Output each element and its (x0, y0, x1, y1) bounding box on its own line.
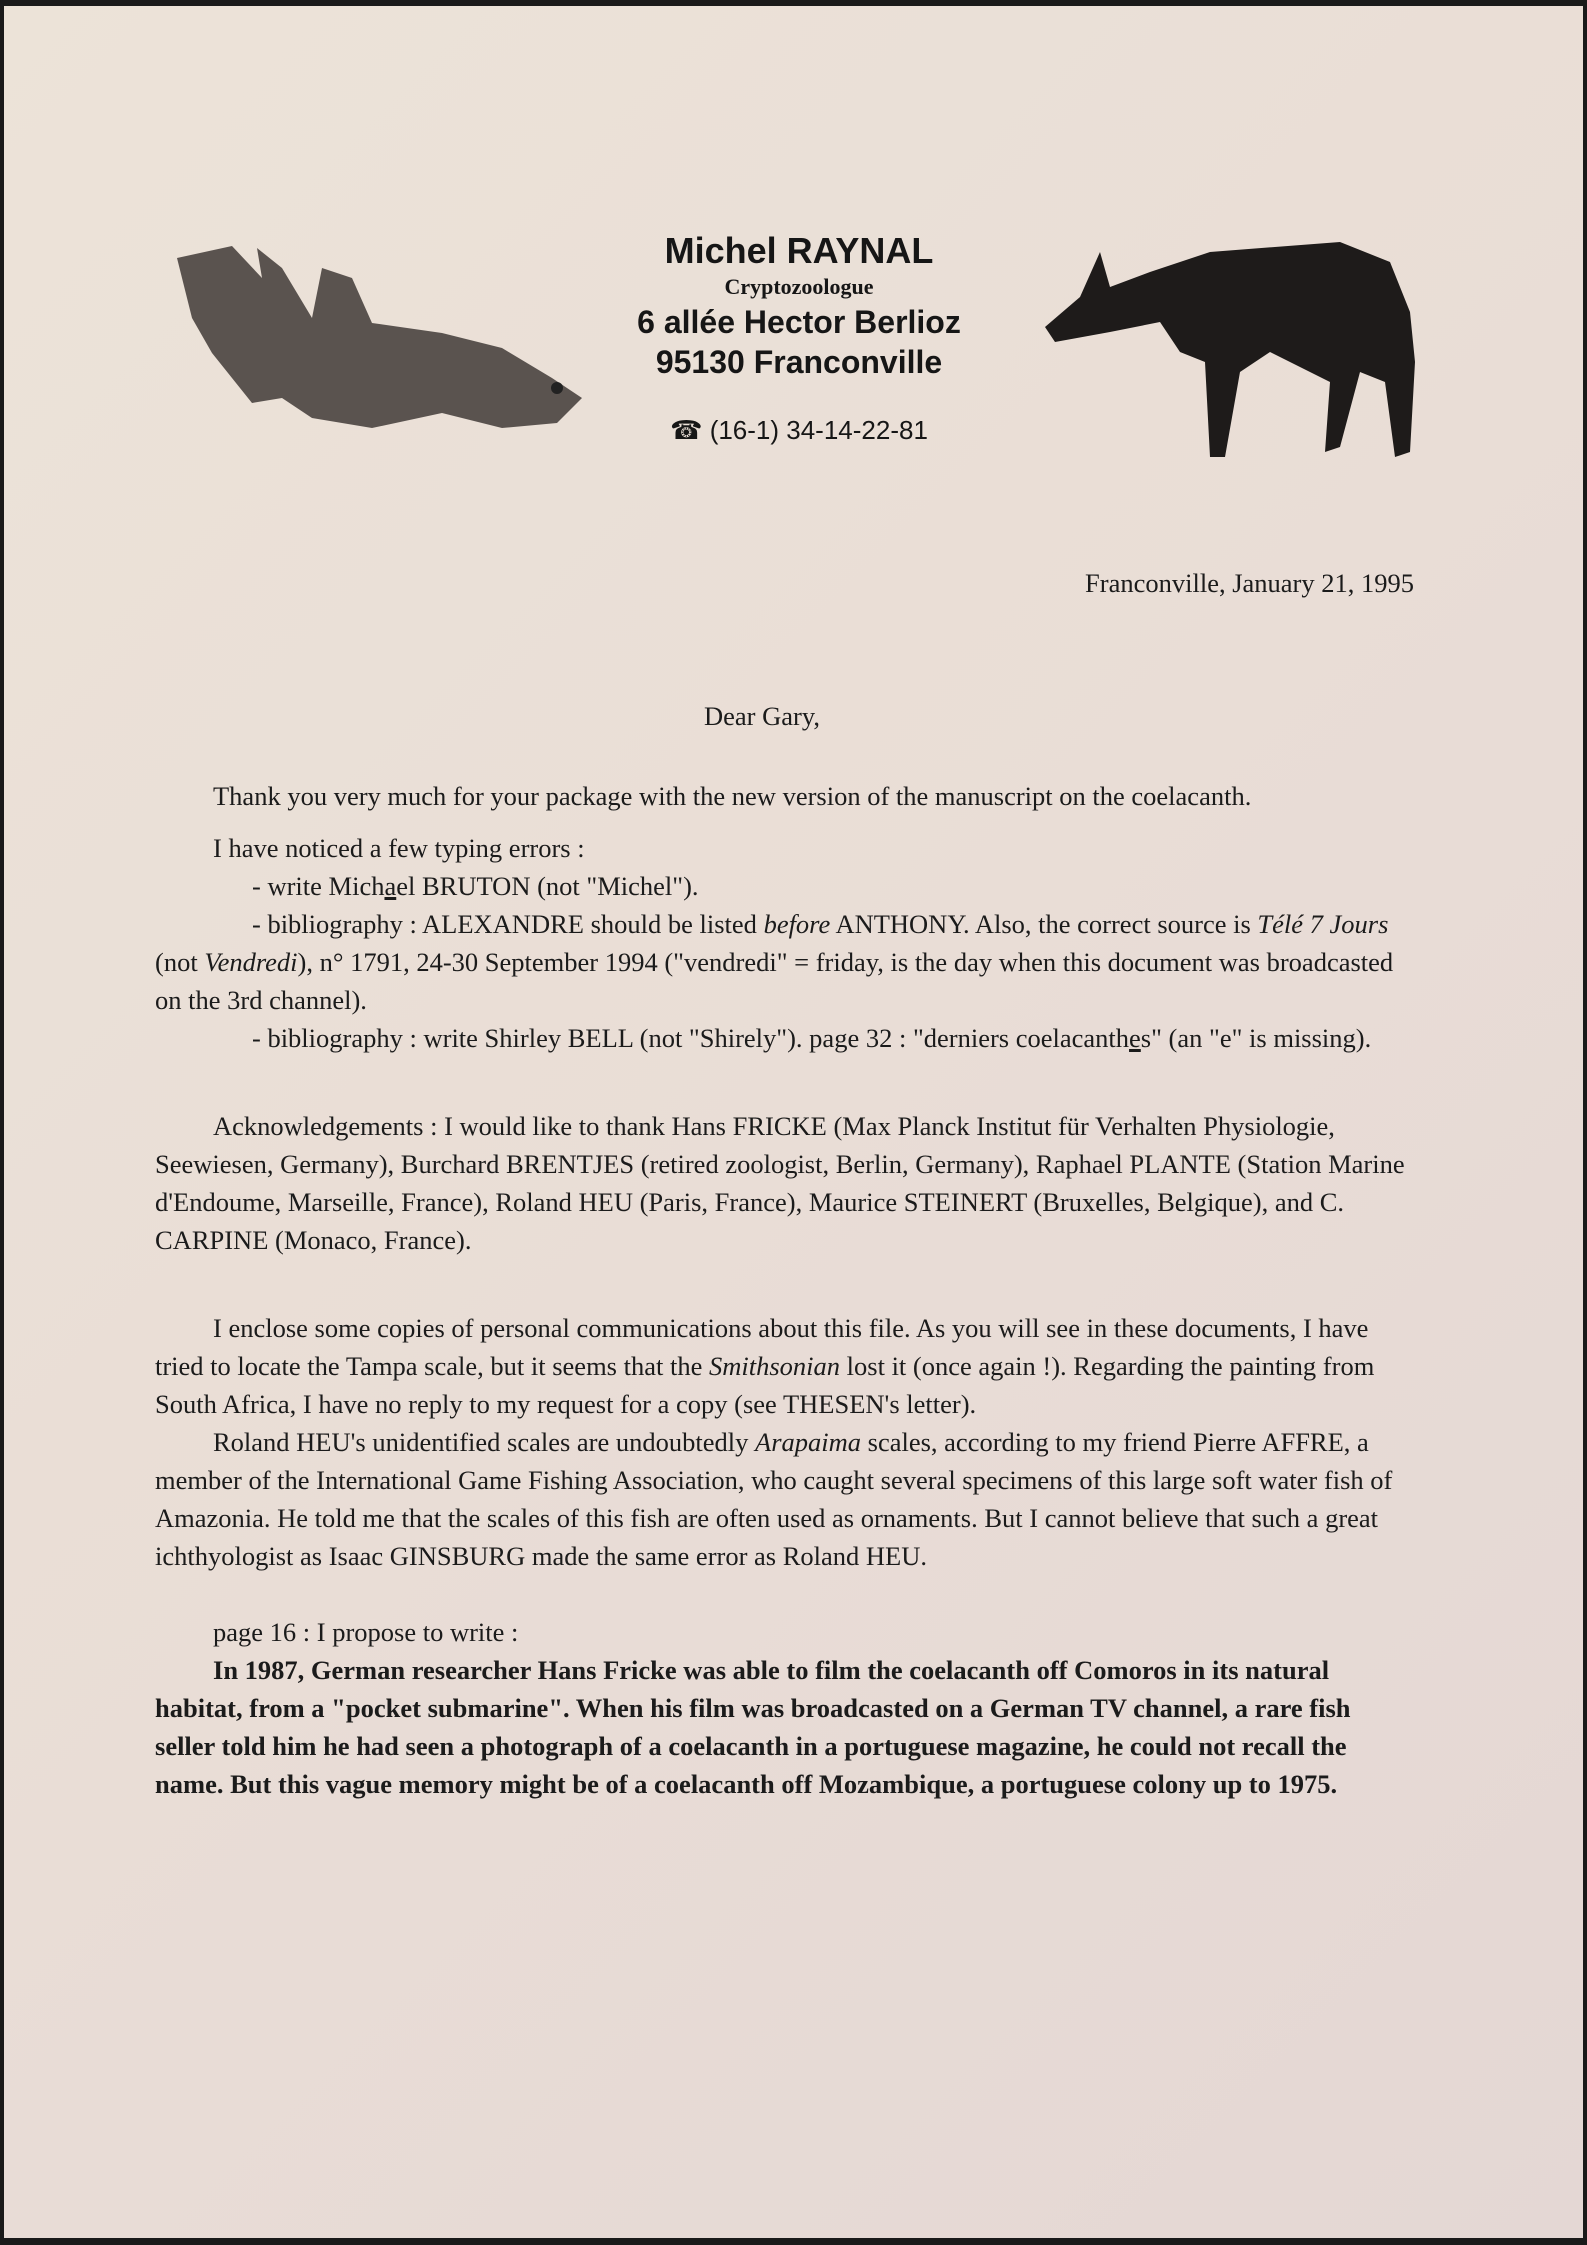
paragraph-errors-intro: I have noticed a few typing errors : (213, 833, 585, 863)
salutation: Dear Gary, (704, 701, 820, 731)
paragraph-enclosures: I enclose some copies of personal communications about this file. As you will see in these documents, I have tried to locate the Tampa scale, but it seems that the Smithsonian lost it (once again !). Regarding the painting from South Africa, I have no reply to my request for a copy (see THESEN's letter). (155, 1313, 1375, 1419)
coelacanth-illustration (172, 238, 592, 438)
paragraph-page16-proposed-text: In 1987, German researcher Hans Fricke was able to film the coelacanth off Comoros in its natural habitat, from a "pocket submarine". When his film was broadcasted on a German TV channel, a rare fish seller told him he had seen a photograph of a coelacanth in a portuguese magazine, he could not recall the name. But this vague memory might be of a coelacanth off Mozambique, a portuguese colony up to 1975. (155, 1655, 1351, 1799)
letterhead-phone: (16-1) 34-14-22-81 (709, 415, 928, 445)
letter-date: Franconville, January 21, 1995 (1085, 568, 1414, 598)
letterhead-name: Michel RAYNAL (664, 230, 934, 271)
okapi-illustration (1040, 232, 1425, 477)
letterhead-phone-line (564, 415, 1034, 446)
paragraph-arapaima: Roland HEU's unidentified scales are undoubtedly Arapaima scales, according to my friend Pierre AFFRE, a member of the International Game Fishing Association, who caught several specimens of this large soft water fish of Amazonia. He told me that the scales of this fish are often used as ornaments. But I cannot believe that such a great ichthyologist as Isaac GINSBURG made the same error as Roland HEU. (155, 1427, 1393, 1571)
error-item-1: - write Michael BRUTON (not "Michel"). (252, 871, 699, 901)
error-item-3: - bibliography : write Shirley BELL (not "Shirely"). page 32 : "derniers coelacanthes" (an "e" is missing). (252, 1023, 1372, 1053)
letterhead-title: Cryptozoologue (724, 274, 874, 299)
paragraph-thanks: Thank you very much for your package with the new version of the manuscript on the coelacanth. (213, 781, 1252, 811)
letter-body (155, 777, 1405, 1803)
letterhead-address-line1: 6 allée Hector Berlioz (637, 304, 961, 340)
paragraph-acknowledgements: Acknowledgements : I would like to thank Hans FRICKE (Max Planck Institut für Verhalten Physiologie, Seewiesen, Germany), Burchard BRENTJES (retired zoologist, Berlin, Germany), Raphael PLANTE (Station Marine d'Endoume, Marseille, France), Roland HEU (Paris, France), Maurice STEINERT (Bruxelles, Belgique), and C. CARPINE (Monaco, France). (155, 1111, 1405, 1255)
paragraph-page16-intro: page 16 : I propose to write : (213, 1617, 519, 1647)
error-item-2: - bibliography : ALEXANDRE should be listed before ANTHONY. Also, the correct source is Télé 7 Jours (not Vendredi), n° 1791, 24-30 September 1994 ("vendredi" = friday, is the day when this document was broadcasted on the 3rd channel). (155, 909, 1394, 1015)
letterhead-address-line2: 95130 Franconville (655, 344, 943, 380)
letter-page (4, 6, 1583, 2238)
telephone-icon: ☎ (670, 415, 703, 445)
